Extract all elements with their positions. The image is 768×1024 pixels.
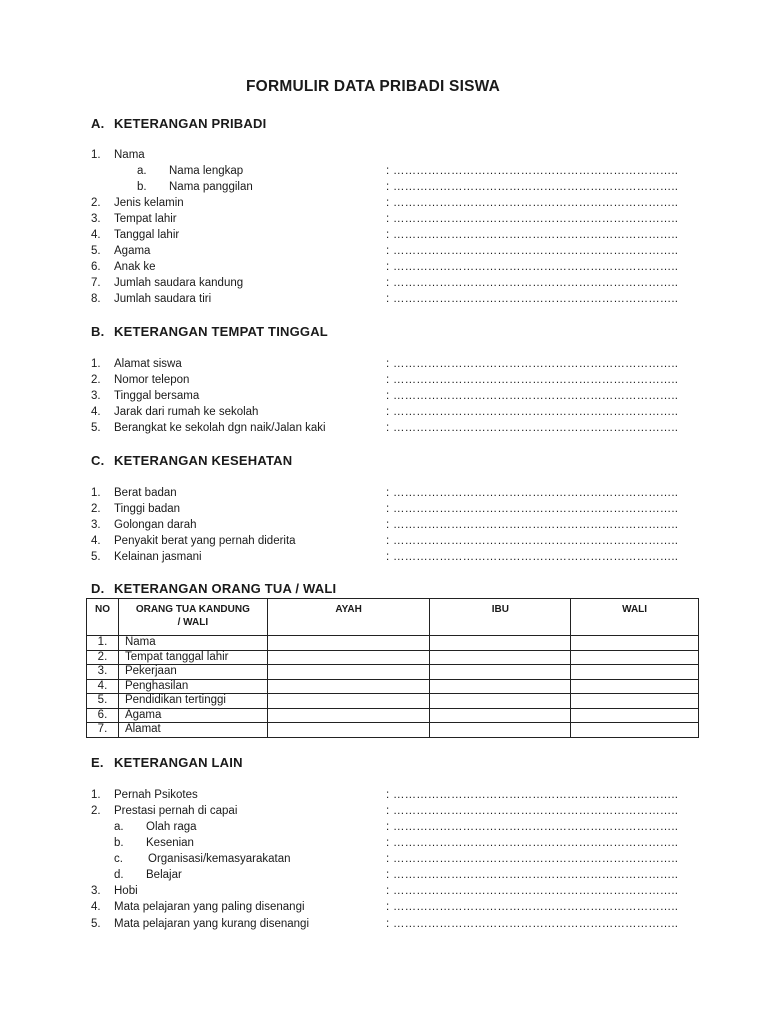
- colon: :: [386, 277, 390, 289]
- fill-line[interactable]: ………………………………………………………………..: [393, 374, 678, 386]
- item-label: Jenis kelamin: [114, 197, 184, 209]
- row-label: Penghasilan: [118, 679, 267, 694]
- item-number: 6.: [91, 261, 101, 273]
- item-label: Berangkat ke sekolah dgn naik/Jalan kaki: [114, 422, 326, 434]
- item-label: Berat badan: [114, 487, 177, 499]
- table-row: [87, 723, 699, 738]
- sub-item-letter: a.: [114, 821, 124, 833]
- item-number: 3.: [91, 519, 101, 531]
- sub-item-letter: a.: [137, 165, 147, 177]
- form-row[interactable]: [91, 404, 691, 420]
- sub-item-letter: d.: [114, 869, 124, 881]
- section-title: KETERANGAN PRIBADI: [114, 116, 267, 131]
- colon: :: [386, 213, 390, 225]
- item-number: 4.: [91, 901, 101, 913]
- form-row[interactable]: [91, 243, 691, 259]
- row-number: 3.: [87, 665, 119, 680]
- fill-line[interactable]: ………………………………………………………………..: [393, 503, 678, 515]
- fill-line[interactable]: ………………………………………………………………..: [393, 277, 678, 289]
- row-number: 4.: [87, 679, 119, 694]
- fill-line[interactable]: ………………………………………………………………..: [393, 229, 678, 241]
- row-number: 2.: [87, 650, 119, 665]
- item-label: Jumlah saudara kandung: [114, 277, 244, 289]
- ayah-cell[interactable]: [267, 723, 430, 738]
- table-row: [87, 708, 699, 723]
- item-number: 4.: [91, 535, 101, 547]
- colon: :: [386, 261, 390, 273]
- colon: :: [386, 487, 390, 499]
- fill-line[interactable]: ………………………………………………………………..: [393, 197, 678, 209]
- item-number: 4.: [91, 229, 101, 241]
- item-label: Tinggi badan: [114, 503, 181, 515]
- section-b-heading: [91, 324, 328, 339]
- form-row[interactable]: [91, 372, 691, 388]
- fill-line[interactable]: ………………………………………………………………..: [393, 821, 678, 833]
- wali-cell[interactable]: [571, 636, 699, 651]
- fill-line[interactable]: ………………………………………………………………..: [393, 213, 678, 225]
- ibu-cell[interactable]: [430, 708, 571, 723]
- item-label: Olah raga: [146, 821, 197, 833]
- ibu-cell[interactable]: [430, 650, 571, 665]
- fill-line[interactable]: ………………………………………………………………..: [393, 358, 678, 370]
- section-letter: A.: [91, 116, 105, 131]
- fill-line[interactable]: ………………………………………………………………..: [393, 805, 678, 817]
- column-header-ayah: [267, 599, 430, 636]
- colon: :: [386, 853, 390, 865]
- item-number: 1.: [91, 149, 101, 161]
- header-label: / WALI: [177, 617, 209, 628]
- form-row[interactable]: [91, 179, 691, 195]
- item-label: Golongan darah: [114, 519, 197, 531]
- form-row[interactable]: [91, 787, 691, 803]
- colon: :: [386, 165, 390, 177]
- item-number: 4.: [91, 406, 101, 418]
- fill-line[interactable]: ………………………………………………………………..: [393, 293, 678, 305]
- row-label: Pendidikan tertinggi: [118, 694, 267, 709]
- item-label: Nama: [114, 149, 145, 161]
- wali-cell[interactable]: [571, 650, 699, 665]
- ayah-cell[interactable]: [267, 694, 430, 709]
- fill-line[interactable]: ………………………………………………………………..: [393, 261, 678, 273]
- row-label: Agama: [118, 708, 267, 723]
- row-number: 1.: [87, 636, 119, 651]
- form-row: [91, 147, 691, 163]
- item-label: Nama lengkap: [169, 165, 244, 177]
- item-label: Kelainan jasmani: [114, 551, 202, 563]
- fill-line[interactable]: ………………………………………………………………..: [393, 390, 678, 402]
- item-label: Nama panggilan: [169, 181, 253, 193]
- section-letter: B.: [91, 324, 105, 339]
- colon: :: [386, 245, 390, 257]
- header-label: AYAH: [335, 604, 362, 615]
- item-number: 2.: [91, 503, 101, 515]
- wali-cell[interactable]: [571, 679, 699, 694]
- table-row: [87, 636, 699, 651]
- section-c-heading: [91, 453, 292, 468]
- ayah-cell[interactable]: [267, 708, 430, 723]
- form-row[interactable]: [91, 803, 691, 819]
- fill-line[interactable]: ………………………………………………………………..: [393, 245, 678, 257]
- fill-line[interactable]: ………………………………………………………………..: [393, 406, 678, 418]
- colon: :: [386, 789, 390, 801]
- item-number: 3.: [91, 885, 101, 897]
- section-d-heading: [91, 581, 336, 596]
- item-label: Tanggal lahir: [114, 229, 180, 241]
- item-label: Agama: [114, 245, 151, 257]
- sub-item-letter: c.: [114, 853, 123, 865]
- item-label: Tinggal bersama: [114, 390, 200, 402]
- section-a-heading: [91, 116, 266, 131]
- item-label: Prestasi pernah di capai: [114, 805, 238, 817]
- colon: :: [386, 535, 390, 547]
- item-label: Alamat siswa: [114, 358, 182, 370]
- table-row: [87, 650, 699, 665]
- form-row[interactable]: [91, 549, 691, 565]
- section-letter: E.: [91, 755, 104, 770]
- form-row[interactable]: [91, 819, 691, 835]
- fill-line[interactable]: ………………………………………………………………..: [393, 487, 678, 499]
- section-title: KETERANGAN KESEHATAN: [114, 453, 293, 468]
- form-row[interactable]: [91, 899, 691, 915]
- ayah-cell[interactable]: [267, 679, 430, 694]
- form-row[interactable]: [91, 501, 691, 517]
- fill-line[interactable]: ………………………………………………………………..: [393, 853, 678, 865]
- wali-cell[interactable]: [571, 665, 699, 680]
- table-row: [87, 694, 699, 709]
- colon: :: [386, 821, 390, 833]
- fill-line[interactable]: ………………………………………………………………..: [393, 837, 678, 849]
- row-label: Alamat: [118, 723, 267, 738]
- item-label: Jumlah saudara tiri: [114, 293, 212, 305]
- ayah-cell[interactable]: [267, 665, 430, 680]
- fill-line[interactable]: ………………………………………………………………..: [393, 901, 678, 913]
- form-title: FORMULIR DATA PRIBADI SISWA: [246, 78, 500, 95]
- item-number: 1.: [91, 487, 101, 499]
- item-number: 1.: [91, 789, 101, 801]
- item-number: 2.: [91, 197, 101, 209]
- header-label: WALI: [622, 604, 648, 615]
- fill-line[interactable]: ………………………………………………………………..: [393, 918, 678, 930]
- colon: :: [386, 197, 390, 209]
- column-header-ibu: [430, 599, 571, 636]
- colon: :: [386, 358, 390, 370]
- colon: :: [386, 293, 390, 305]
- colon: :: [386, 519, 390, 531]
- colon: :: [386, 374, 390, 386]
- item-label: Kesenian: [146, 837, 194, 849]
- form-row[interactable]: [91, 533, 691, 549]
- header-label: IBU: [491, 604, 509, 615]
- row-number: 7.: [87, 723, 119, 738]
- section-title: KETERANGAN LAIN: [114, 755, 243, 770]
- row-label: Pekerjaan: [118, 665, 267, 680]
- form-row[interactable]: [91, 195, 691, 211]
- item-label: Anak ke: [114, 261, 156, 273]
- sub-item-letter: b.: [114, 837, 124, 849]
- colon: :: [386, 503, 390, 515]
- fill-line[interactable]: ………………………………………………………………..: [393, 165, 678, 177]
- section-title: KETERANGAN ORANG TUA / WALI: [114, 581, 337, 596]
- form-row[interactable]: [91, 916, 691, 932]
- row-label: Tempat tanggal lahir: [118, 650, 267, 665]
- colon: :: [386, 181, 390, 193]
- colon: :: [386, 901, 390, 913]
- form-row[interactable]: [91, 835, 691, 851]
- item-label: Tempat lahir: [114, 213, 177, 225]
- item-label: Hobi: [114, 885, 138, 897]
- item-number: 3.: [91, 390, 101, 402]
- header-label: ORANG TUA KANDUNG: [135, 604, 250, 615]
- colon: :: [386, 406, 390, 418]
- section-e-heading: [91, 755, 243, 770]
- table-row: [87, 665, 699, 680]
- item-label: Jarak dari rumah ke sekolah: [114, 406, 259, 418]
- item-label: Mata pelajaran yang kurang disenangi: [114, 918, 309, 930]
- form-row[interactable]: [91, 420, 691, 436]
- fill-line[interactable]: ………………………………………………………………..: [393, 422, 678, 434]
- row-label: Nama: [118, 636, 267, 651]
- form-row[interactable]: [91, 211, 691, 227]
- ibu-cell[interactable]: [430, 636, 571, 651]
- ayah-cell[interactable]: [267, 636, 430, 651]
- ayah-cell[interactable]: [267, 650, 430, 665]
- item-label: Pernah Psikotes: [114, 789, 198, 801]
- fill-line[interactable]: ………………………………………………………………..: [393, 789, 678, 801]
- ibu-cell[interactable]: [430, 679, 571, 694]
- colon: :: [386, 837, 390, 849]
- row-number: 6.: [87, 708, 119, 723]
- item-label: Organisasi/kemasyarakatan: [148, 853, 291, 865]
- form-row[interactable]: [91, 275, 691, 291]
- form-row[interactable]: [91, 291, 691, 307]
- colon: :: [386, 390, 390, 402]
- form-row[interactable]: [91, 517, 691, 533]
- ibu-cell[interactable]: [430, 665, 571, 680]
- item-number: 1.: [91, 358, 101, 370]
- item-number: 5.: [91, 422, 101, 434]
- form-row[interactable]: [91, 356, 691, 372]
- header-label: NO: [94, 604, 110, 615]
- item-label: Nomor telepon: [114, 374, 190, 386]
- wali-cell[interactable]: [571, 708, 699, 723]
- table-header-row: [87, 599, 699, 636]
- item-label: Penyakit berat yang pernah diderita: [114, 535, 296, 547]
- item-number: 5.: [91, 918, 101, 930]
- fill-line[interactable]: ………………………………………………………………..: [393, 181, 678, 193]
- item-number: 3.: [91, 213, 101, 225]
- item-number: 8.: [91, 293, 101, 305]
- parents-table: [86, 598, 699, 738]
- ibu-cell[interactable]: [430, 694, 571, 709]
- fill-line[interactable]: ………………………………………………………………..: [393, 869, 678, 881]
- colon: :: [386, 229, 390, 241]
- row-number: 5.: [87, 694, 119, 709]
- fill-line[interactable]: ………………………………………………………………..: [393, 535, 678, 547]
- item-number: 2.: [91, 805, 101, 817]
- item-label: Belajar: [146, 869, 182, 881]
- section-letter: D.: [91, 581, 105, 596]
- fill-line[interactable]: ………………………………………………………………..: [393, 519, 678, 531]
- table-row: [87, 679, 699, 694]
- form-row[interactable]: [91, 227, 691, 243]
- form-row[interactable]: [91, 259, 691, 275]
- form-row[interactable]: [91, 883, 691, 899]
- form-row[interactable]: [91, 485, 691, 501]
- fill-line[interactable]: ………………………………………………………………..: [393, 551, 678, 563]
- item-label: Mata pelajaran yang paling disenangi: [114, 901, 305, 913]
- item-number: 7.: [91, 277, 101, 289]
- form-row[interactable]: [91, 388, 691, 404]
- wali-cell[interactable]: [571, 694, 699, 709]
- form-row[interactable]: [91, 867, 691, 883]
- item-number: 5.: [91, 245, 101, 257]
- wali-cell[interactable]: [571, 723, 699, 738]
- item-number: 5.: [91, 551, 101, 563]
- column-header-wali: [571, 599, 699, 636]
- sub-item-letter: b.: [137, 181, 147, 193]
- fill-line[interactable]: ………………………………………………………………..: [393, 885, 678, 897]
- colon: :: [386, 551, 390, 563]
- column-header-relation: [118, 599, 267, 636]
- form-row[interactable]: [91, 851, 691, 867]
- colon: :: [386, 869, 390, 881]
- ibu-cell[interactable]: [430, 723, 571, 738]
- form-row[interactable]: [91, 163, 691, 179]
- colon: :: [386, 422, 390, 434]
- section-title: KETERANGAN TEMPAT TINGGAL: [114, 324, 328, 339]
- colon: :: [386, 885, 390, 897]
- column-header-no: [87, 599, 119, 636]
- colon: :: [386, 918, 390, 930]
- colon: :: [386, 805, 390, 817]
- section-letter: C.: [91, 453, 105, 468]
- item-number: 2.: [91, 374, 101, 386]
